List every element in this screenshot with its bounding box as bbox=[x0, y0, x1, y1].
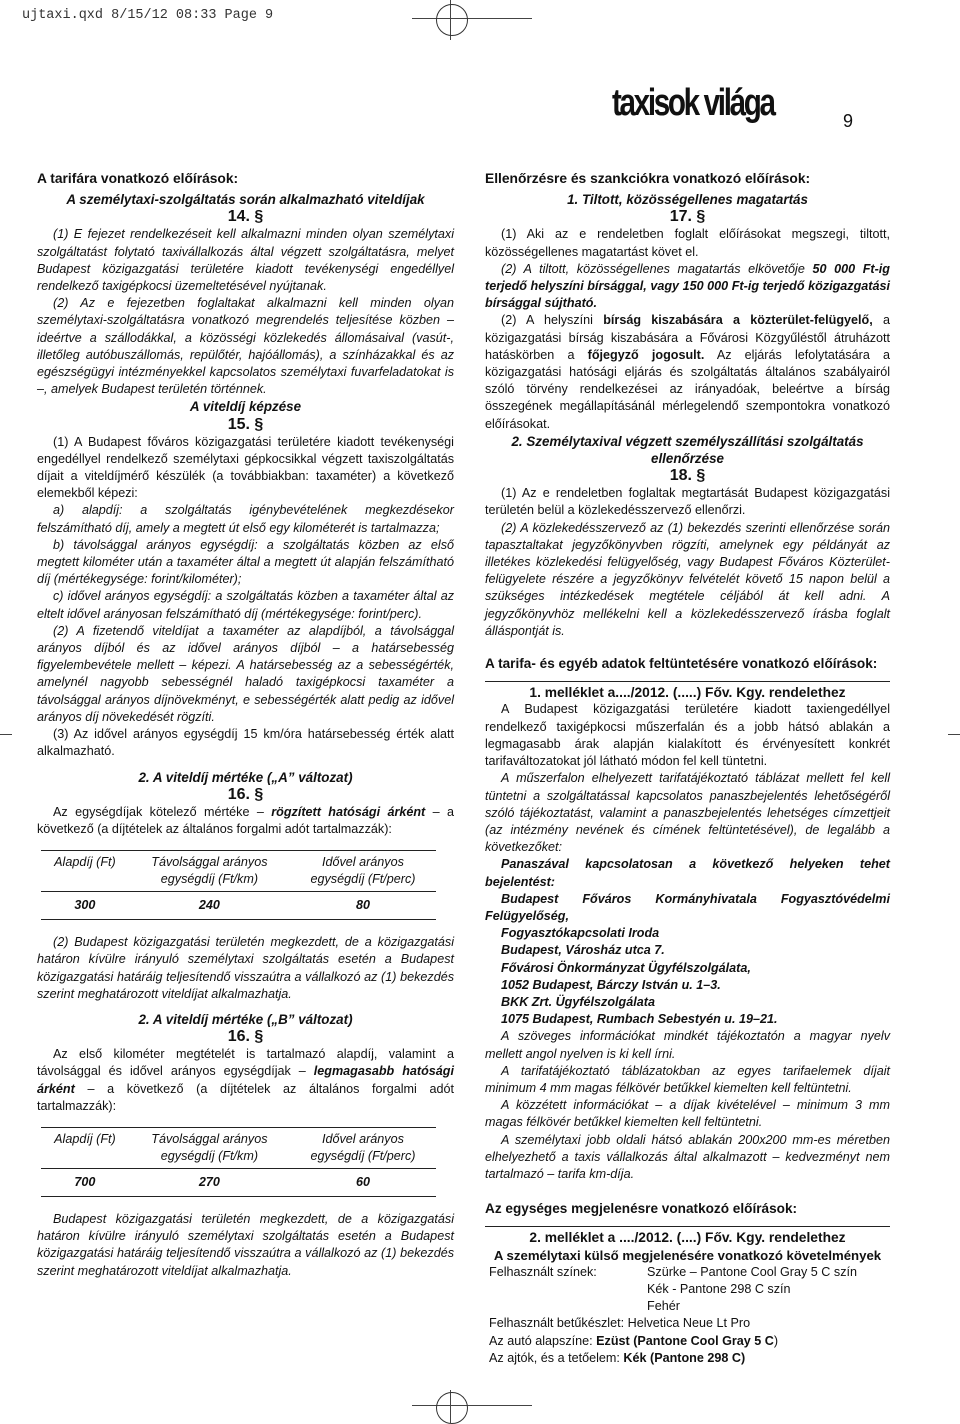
subheading: 2. A viteldíj mértéke („B” változat) bbox=[138, 1011, 353, 1027]
table-row bbox=[41, 1168, 436, 1196]
left-column bbox=[37, 170, 454, 1280]
table-cell: 80 bbox=[290, 892, 436, 920]
address-line: Budapest, Városház utca 7. bbox=[501, 943, 665, 958]
table-cell: 60 bbox=[290, 1168, 436, 1196]
page-number: 9 bbox=[843, 111, 854, 131]
paragraph-number: 16. § bbox=[227, 785, 264, 803]
text-span: ) bbox=[773, 1333, 779, 1348]
address-line: 1075 Budapest, Rumbach Sebestyén u. 19–21. bbox=[501, 1012, 778, 1027]
body-paragraph: Budapest közigazgatási területén megkezdett, de a közigazgatási határon kívülre irányuló személytaxi szolgáltatás esetén a Budapest közigazgatási határáig teljesítendő visszaútra a vállalkozó az (1) bekezdés szerint meghatározott viteldíjat alkalmazhatja. bbox=[37, 1211, 454, 1278]
spec-line bbox=[489, 1333, 890, 1350]
subheading: 1. Tiltott, közösségellenes magatartás bbox=[567, 192, 808, 208]
body-paragraph: (1) Aki az e rendeletben foglalt előírásokat megszegi, tiltott, közösségellenes magatartást követ el. bbox=[485, 227, 890, 259]
paragraph-number: 16. § bbox=[227, 1028, 264, 1046]
address-line: Fogyasztókapcsolati Iroda bbox=[501, 926, 660, 941]
table-header bbox=[290, 1127, 436, 1168]
body-paragraph: (2) Az e fejezetben foglaltakat alkalmazni kell minden olyan személytaxi-szolgáltatásra vonatkozó megrendelés teljesítése közben – ideértve a szállodákkal, a közösségi közlekedés állomásaival (vasút-, illetőleg autóbuszállomás, repülőtér, hajóállomás), a színházakkal és az egészségügyi intézményekkel kapcsolatos személytaxi fuvarfeladatokat is –, amelyek Budapest területén történnek. bbox=[37, 296, 454, 397]
spec-value: Fehér bbox=[647, 1299, 680, 1314]
annex-heading: 2. melléklet a ..../2012. (....) Főv. Kgy. rendelethez bbox=[485, 1226, 890, 1246]
text-span: Ezüst (Pantone Cool Gray 5 C bbox=[596, 1333, 774, 1348]
table-row bbox=[41, 851, 436, 892]
text-span: Távolsággal arányos bbox=[151, 855, 268, 870]
table-row bbox=[41, 1127, 436, 1168]
text-span: (2) A helyszíni bbox=[501, 313, 593, 328]
body-paragraph: A tarifatájékoztató táblázatokban az egyes tarifaelemek díjait minimum 4 mm magas félkövér betűkkel kiemelten kell feltüntetni. bbox=[485, 1063, 890, 1095]
table-header: Alapdíj (Ft) bbox=[41, 851, 129, 892]
text-span: – a következő (a díjtételek az általános forgalmi adót tartalmazzák): bbox=[37, 1081, 454, 1113]
body-paragraph: Panaszával kapcsolatosan a következő helyeken tehet bejelentést: bbox=[485, 857, 890, 889]
body-paragraph: (1) A Budapest főváros közigazgatási területére kiadott tevékenységi engedéllyel rendelkező személytaxi gépkocsikkal végzett taxiszolgáltatás díjait a viteldíjmérő készülék (a továbbiakban: taxaméter) a következő elemekből képezi: bbox=[37, 434, 454, 501]
subheading: A viteldíj képzése bbox=[189, 399, 302, 415]
body-paragraph: A műszerfalon elhelyezett tarifatájékoztató táblázat mellett fel kell tüntetni a szolgáltatással kapcsolatos panaszbejelentés lehetőségéről szóló tájékoztatást, valamint a panaszbejelentés lehetséges címzettjeit (az intézmény nevének és címének feltüntetésével), de legalább a következőket: bbox=[485, 771, 890, 855]
text-span: Idővel arányos bbox=[322, 1131, 404, 1146]
spec-row bbox=[489, 1264, 890, 1281]
text-span: Idővel arányos bbox=[322, 855, 404, 870]
paragraph-number: 17. § bbox=[669, 208, 706, 226]
spec-value: Kék - Pantone 298 C szín bbox=[647, 1281, 791, 1296]
crop-mark bbox=[412, 1405, 532, 1406]
table-cell: 240 bbox=[129, 892, 290, 920]
annex-heading: 1. melléklet a..../2012. (.....) Főv. Kgy. rendelethez bbox=[485, 681, 890, 701]
table-header: Alapdíj (Ft) bbox=[41, 1127, 129, 1168]
registration-mark-icon bbox=[436, 4, 468, 36]
crop-mark bbox=[412, 18, 532, 19]
annex-title: A személytaxi külső megjelenésére vonatkozó követelmények bbox=[493, 1247, 882, 1263]
body-paragraph: b) távolsággal arányos egységdíj: a szolgáltatás közben az első megtett kilométer után a taxaméter által a megtett út alapján felszámítható díj (mértékegysége: forint/kilométer); bbox=[37, 537, 454, 587]
spec-row bbox=[489, 1298, 890, 1315]
body-paragraph: (2) A közlekedésszervező az (1) bekezdés szerinti ellenőrzése során tapasztaltakat jegyzőkönyvben rögzíti, amelynek egy példányát az illetékes közlekedési felügyelőség, vagy Budapest Főváros Közterület-felügyelete részére a jegyzőkönyv felvételét követő 15 napon belül a szükséges intézkedések megtétele céljából át kell adni. A jegyzőkönyvhöz mellékelni kell a közlekedésszervező írásba foglalt álláspontját is. bbox=[485, 520, 890, 638]
body-paragraph bbox=[485, 312, 890, 432]
paragraph-number: 15. § bbox=[227, 415, 264, 433]
spec-line: Felhasznált betűkészlet: Helvetica Neue Lt Pro bbox=[489, 1316, 751, 1331]
fee-table-a bbox=[41, 850, 436, 920]
table-cell: 300 bbox=[41, 892, 129, 920]
registration-mark-icon bbox=[436, 1392, 468, 1424]
text-span: Az ajtók, és a tetőelem: bbox=[489, 1350, 620, 1365]
address-line: Budapest Főváros Kormányhivatala Fogyasztóvédelmi Felügyelőség, bbox=[485, 891, 890, 923]
section-heading: Ellenőrzésre és szankciókra vonatkozó előírások: bbox=[485, 171, 811, 186]
paragraph-number: 18. § bbox=[669, 467, 706, 485]
table-header bbox=[129, 1127, 290, 1168]
subheading: ellenőrzése bbox=[651, 451, 724, 467]
address-line: BKK Zrt. Ügyfélszolgálata bbox=[501, 994, 655, 1009]
fee-table-b bbox=[41, 1127, 436, 1197]
subheading: 2. A viteldíj mértéke („A” változat) bbox=[138, 769, 353, 785]
text-span: Az egységdíjak kötelező mértéke – bbox=[53, 804, 264, 819]
section-heading: Az egységes megjelenésre vonatkozó előírások: bbox=[485, 1201, 798, 1217]
body-paragraph: A közzétett információkat – a díjak kivételével – minimum 3 mm magas félkövér betűkkel kiemelten kell feltüntetni. bbox=[485, 1098, 890, 1130]
crop-mark bbox=[0, 734, 12, 735]
address-line: 1052 Budapest, Bárczy István u. 1–3. bbox=[501, 977, 721, 992]
text-span: legmagasabb hatósági árként bbox=[37, 1064, 454, 1096]
text-span: – a következő (a díjtételek az általános forgalmi adót tartalmazzák): bbox=[37, 804, 455, 836]
body-paragraph bbox=[485, 261, 890, 313]
body-paragraph: (2) A fizetendő viteldíjat a taxaméter az alapdíjból, a távolsággal arányos díjból és az idővel arányos díjból – a határsebesség figyelembevétele mellett – képezi. A határsebesség az a sebességérték, amelynél nagyobb sebességnél haladó taxigépkocsi taxaméter a távolsággal arányos díjnövekményt, e sebességérték alatt pedig az idővel arányos díj növekedését rögzíti. bbox=[37, 623, 454, 724]
body-paragraph: A Budapest közigazgatási területére kiadott taxiengedéllyel rendelkező taxigépkocsi műszerfalán és a jobb hátsó ablakán a legmagasabb árak alapján kialakított és érvényesített konkrét tarifaváltozatokat jól látható módon fel kell tüntetni. bbox=[485, 702, 890, 769]
right-column bbox=[485, 170, 890, 1367]
body-paragraph: (1) E fejezet rendelkezéseit kell alkalmazni minden olyan személytaxi szolgáltatást folytató taxivállalkozás által végzett szolgáltatásra, melyet Budapest közigazgatási területére kiadott tevékenységi engedéllyel rendelkező taxigépkocsi üzemeltetésével nyújtanak. bbox=[37, 227, 454, 294]
text-span: egységdíj (Ft/perc) bbox=[310, 872, 416, 887]
body-paragraph: a) alapdíj: a szolgáltatás igénybevételének megkezdésekor felszámítható díj, amely a megtett út első egy kilométerét is tartalmazza; bbox=[37, 503, 454, 535]
spec-spacer bbox=[489, 1298, 647, 1315]
body-paragraph: (2) Budapest közigazgatási területén megkezdett, de a közigazgatási határon kívülre irányuló személytaxi szolgáltatás esetén a Budapest közigazgatási határáig teljesítendő visszaútra a vállalkozó az (1) bekezdés szerint meghatározott viteldíjat alkalmazhatja. bbox=[37, 935, 454, 1001]
spec-line bbox=[489, 1350, 890, 1367]
text-span: 50 000 Ft-ig terjedő helyszíni bírsággal, vagy 150 000 Ft-ig terjedő közigazgatási bírsággal sújtható. bbox=[485, 261, 890, 311]
masthead-logo: taxisok világa bbox=[612, 82, 774, 124]
section-heading: A tarifa- és egyéb adatok feltüntetésére vonatkozó előírások: bbox=[485, 656, 878, 672]
table-cell: 700 bbox=[41, 1168, 129, 1196]
spec-value: Szürke – Pantone Cool Gray 5 C szín bbox=[647, 1264, 857, 1279]
spec-row bbox=[489, 1281, 890, 1298]
text-span: egységdíj (Ft/perc) bbox=[310, 1148, 416, 1163]
body-paragraph: c) idővel arányos egységdíj: a szolgáltatás közben a taxaméter által az eltelt idővel arányosan felszámítható díj (mértékegysége: forint/perc). bbox=[37, 589, 454, 621]
text-span: Távolsággal arányos bbox=[151, 1131, 268, 1146]
body-paragraph bbox=[37, 804, 454, 838]
body-paragraph: A szöveges információkat mindkét tájékoztatón a magyar nyelv mellett angol nyelven is ki kell írni. bbox=[485, 1029, 890, 1061]
subheading: 2. Személytaxival végzett személyszállítási szolgáltatás bbox=[511, 433, 864, 449]
text-span: (2) A tiltott, közösségellenes magatartás elkövetője bbox=[501, 261, 805, 276]
text-span: egységdíj (Ft/km) bbox=[160, 872, 259, 887]
address-line: Fővárosi Önkormányzat Ügyfélszolgálata, bbox=[501, 960, 751, 975]
text-span: rögzített hatósági árként bbox=[271, 804, 426, 819]
paragraph-number: 14. § bbox=[227, 208, 264, 226]
table-cell: 270 bbox=[129, 1168, 290, 1196]
text-span: bírság kiszabására a közterület-felügyelő, bbox=[603, 313, 873, 328]
body-paragraph: (1) Az e rendeletben foglaltak megtartását Budapest közigazgatási területén belül a közlekedésszervező ellenőrzi. bbox=[485, 486, 890, 518]
text-span: Kék (Pantone 298 C) bbox=[623, 1350, 746, 1365]
body-paragraph: A személytaxi jobb oldali hátsó ablakán 200x200 mm-es méretben elhelyezhető a taxis vállalkozás által alkalmazott – kedvezményt nem tartalmazó – tarifa km-díja. bbox=[485, 1132, 890, 1181]
subheading: A személytaxi-szolgáltatás során alkalmazható viteldíjak bbox=[66, 192, 425, 208]
table-header bbox=[290, 851, 436, 892]
body-paragraph bbox=[37, 1046, 454, 1115]
spec-spacer bbox=[489, 1281, 647, 1298]
text-span: egységdíj (Ft/km) bbox=[160, 1148, 259, 1163]
crop-mark bbox=[948, 734, 960, 735]
section-heading: A tarifára vonatkozó előírások: bbox=[37, 171, 239, 186]
text-span: Az autó alapszíne: bbox=[489, 1333, 593, 1348]
table-row bbox=[41, 892, 436, 920]
text-span: Az eljárás lefolytatására a közigazgatási hatósági eljárás és szolgáltatás általános szabályairól szóló törvény rendelkezései az irányadóak, beleértve a bírság összegének megállapításánál mérlegelendő szempontokra vonatkozó előírásokat. bbox=[485, 347, 891, 431]
body-paragraph: (3) Az idővel arányos egységdíj 15 km/óra határsebesség érték alatt alkalmazható. bbox=[37, 727, 454, 759]
slug-line: ujtaxi.qxd 8/15/12 08:33 Page 9 bbox=[22, 8, 274, 23]
table-header bbox=[129, 851, 290, 892]
text-span: a közigazgatási bírság kiszabására a Fővárosi Közgyűléstől átruházott hatáskörben a bbox=[485, 313, 891, 362]
text-span: főjegyző jogosult. bbox=[587, 347, 705, 362]
spec-label: Felhasznált színek: bbox=[489, 1264, 597, 1279]
text-span: Az első kilométer megtételét is tartalmazó alapdíj, valamint a távolsággal és idővel arányos egységdíjak – bbox=[37, 1047, 454, 1079]
spec-list bbox=[489, 1264, 890, 1367]
